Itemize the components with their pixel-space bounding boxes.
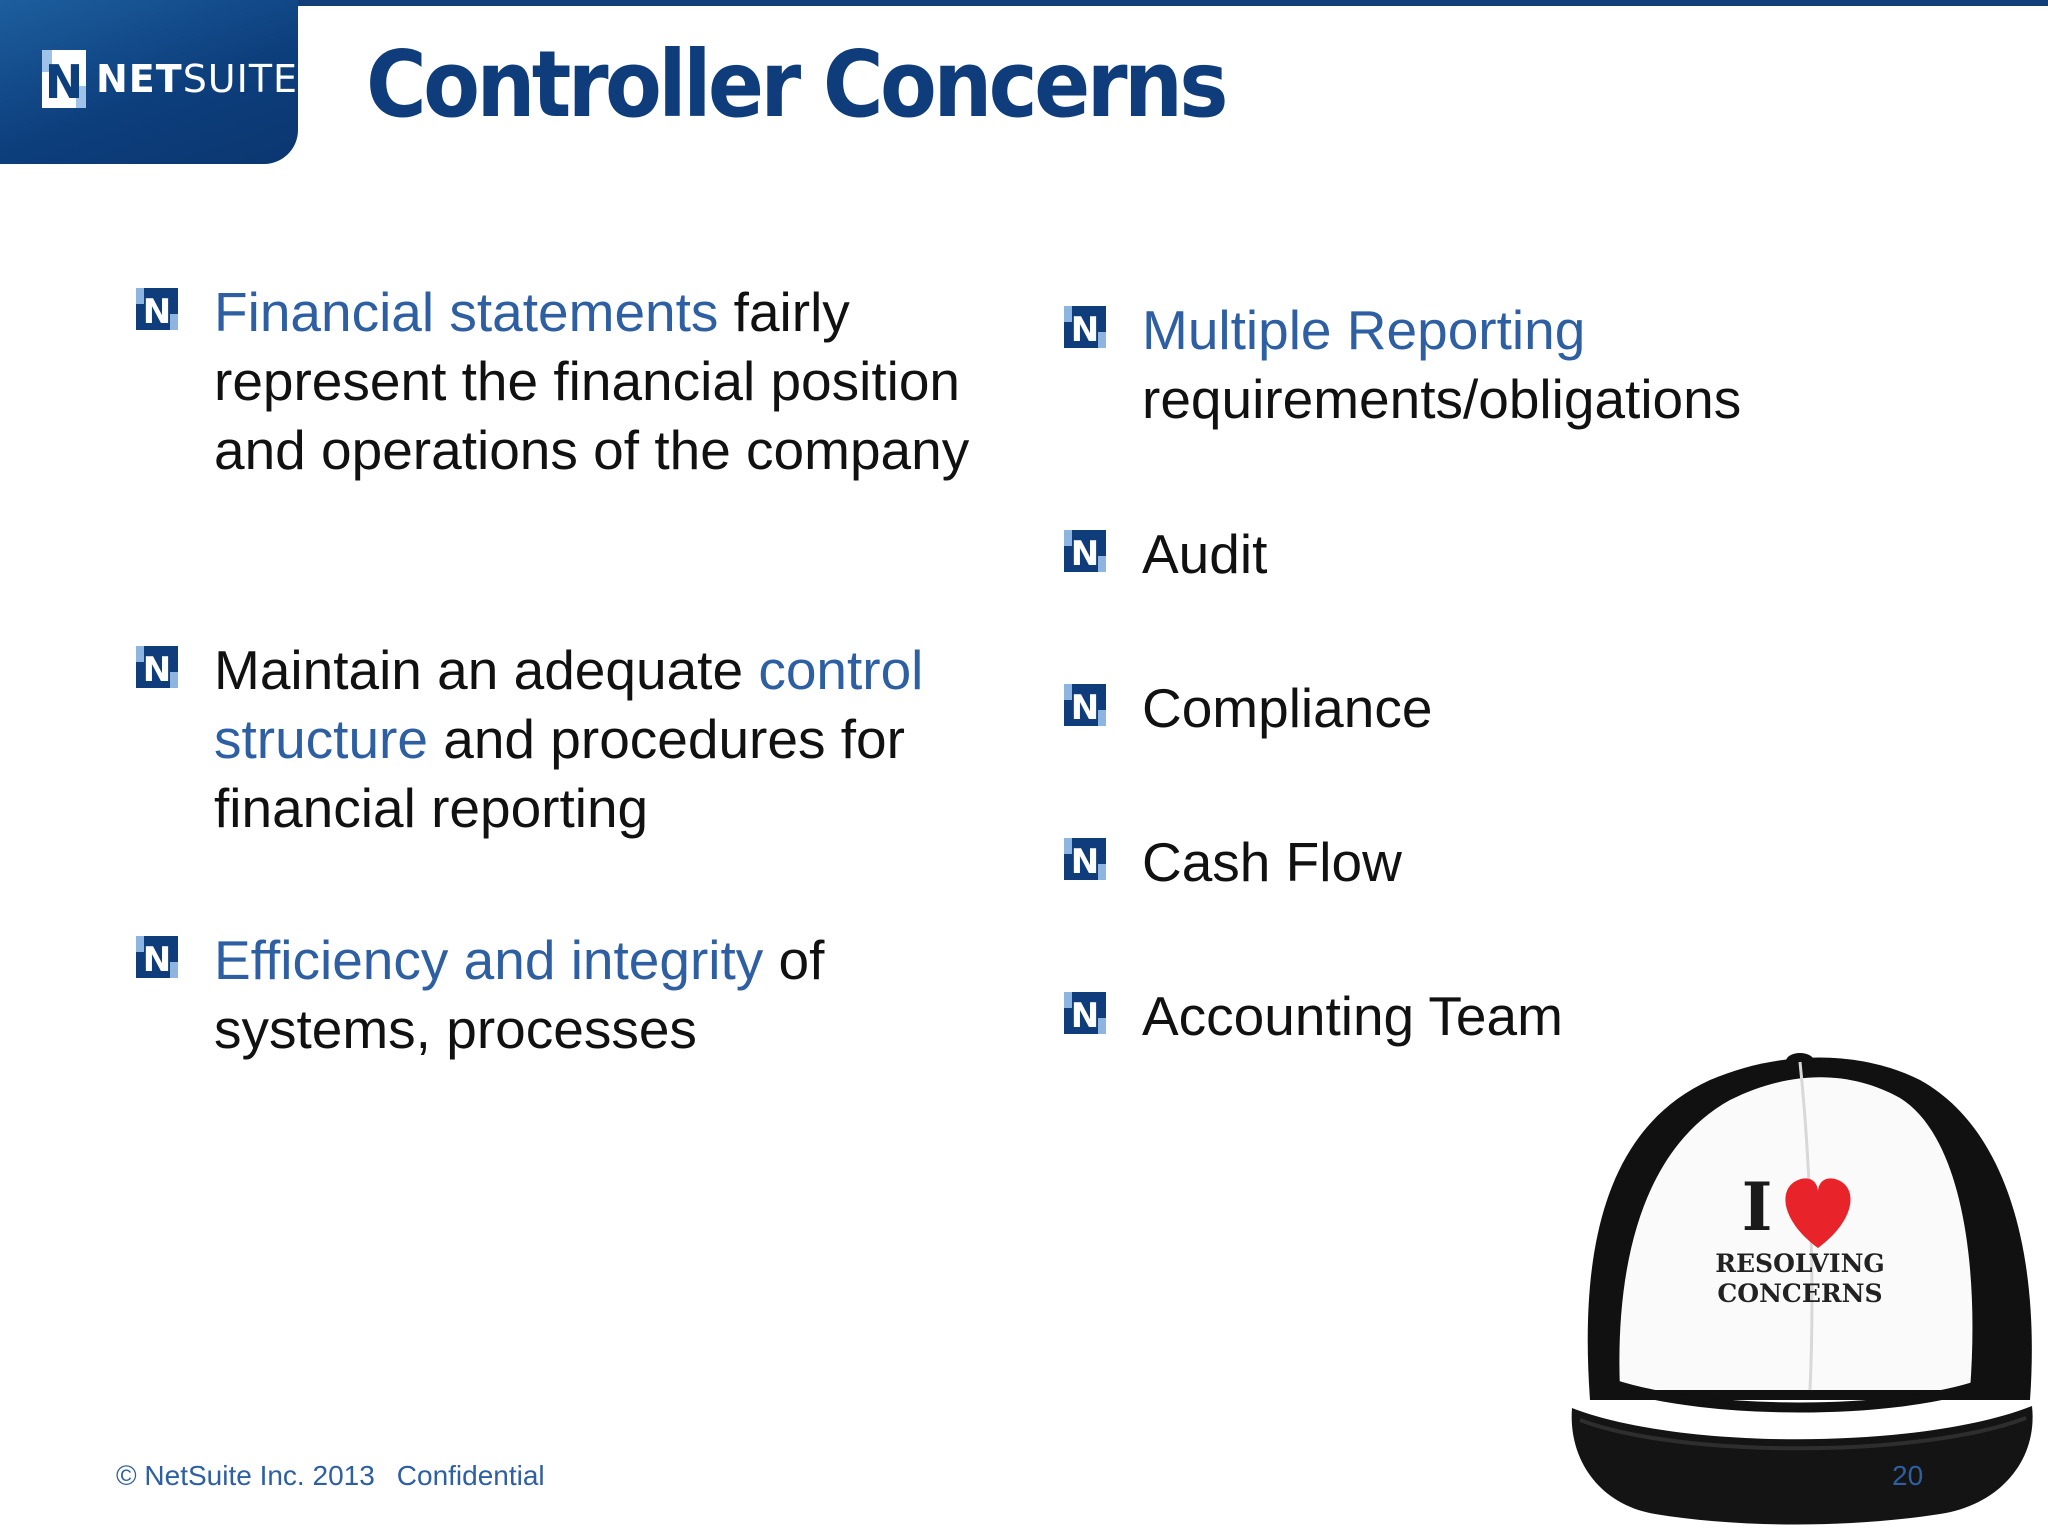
netsuite-bullet-icon — [1064, 306, 1106, 348]
svg-text:N: N — [142, 940, 172, 978]
hat-text-resolving: RESOLVING — [1715, 1249, 1885, 1278]
bullet-highlight: control structure — [214, 639, 924, 770]
bullet-text — [214, 926, 996, 1064]
slide-title: Controller Concerns — [366, 31, 1225, 138]
left-bullet-1 — [136, 278, 996, 485]
bullet-text: Cash Flow — [1142, 831, 1402, 893]
bullet-body: of systems, processes — [214, 929, 825, 1060]
left-bullet-2 — [136, 636, 996, 843]
right-bullet-3 — [1064, 674, 1964, 743]
right-bullet-1 — [1064, 296, 1964, 434]
footer — [116, 1458, 545, 1494]
bullet-text — [1142, 296, 1964, 434]
svg-text:N: N — [1070, 310, 1100, 348]
bullet-highlight: Multiple Reporting — [1142, 299, 1586, 361]
netsuite-logo — [42, 50, 298, 108]
svg-text:N: N — [1070, 842, 1100, 880]
page-number: 20 — [1892, 1460, 1924, 1491]
right-bullet-4 — [1064, 828, 1964, 897]
logo-wordmark — [96, 57, 299, 101]
bullet-text: Accounting Team — [1142, 985, 1563, 1047]
bullet-text — [214, 278, 996, 485]
netsuite-bullet-icon — [136, 288, 178, 330]
logo-word-bold: NET — [96, 57, 183, 101]
trucker-hat-illustration — [1560, 1040, 2040, 1530]
netsuite-bullet-icon — [136, 936, 178, 978]
svg-text:N: N — [142, 292, 172, 330]
logo-word-light: SUITE — [182, 57, 299, 101]
netsuite-bullet-icon — [1064, 530, 1106, 572]
bullet-body: and procedures for financial reporting — [214, 708, 905, 839]
svg-text:N: N — [1070, 534, 1100, 572]
trucker-hat-image — [1560, 1040, 2040, 1530]
bullet-highlight: Efficiency and integrity — [214, 929, 764, 991]
hat-text-i: I — [1741, 1168, 1773, 1246]
bullet-highlight: Financial statements — [214, 281, 719, 343]
bullet-body: Maintain an adequate — [214, 639, 759, 701]
logo-tab — [0, 0, 298, 164]
netsuite-bullet-icon — [136, 646, 178, 688]
left-bullet-3 — [136, 926, 996, 1064]
netsuite-bullet-icon — [1064, 992, 1106, 1034]
bullet-body: requirements/obligations — [1142, 368, 1742, 430]
bullet-body: fairly represent the financial position and operations of the company — [214, 281, 970, 481]
bullet-text: Compliance — [1142, 677, 1433, 739]
netsuite-bullet-icon — [1064, 684, 1106, 726]
right-bullet-2 — [1064, 520, 1964, 589]
netsuite-logo-icon — [42, 50, 86, 108]
footer-confidential: Confidential — [396, 1460, 545, 1491]
svg-text:N: N — [1070, 688, 1100, 726]
bullet-text — [214, 636, 996, 843]
svg-text:N: N — [142, 650, 172, 688]
netsuite-bullet-icon — [1064, 838, 1106, 880]
svg-text:N: N — [1070, 996, 1100, 1034]
hat-text-concerns: CONCERNS — [1717, 1279, 1883, 1308]
logo-mark-letter: N — [44, 55, 84, 108]
footer-copyright: © NetSuite Inc. 2013 — [116, 1460, 375, 1491]
bullet-text: Audit — [1142, 523, 1268, 585]
